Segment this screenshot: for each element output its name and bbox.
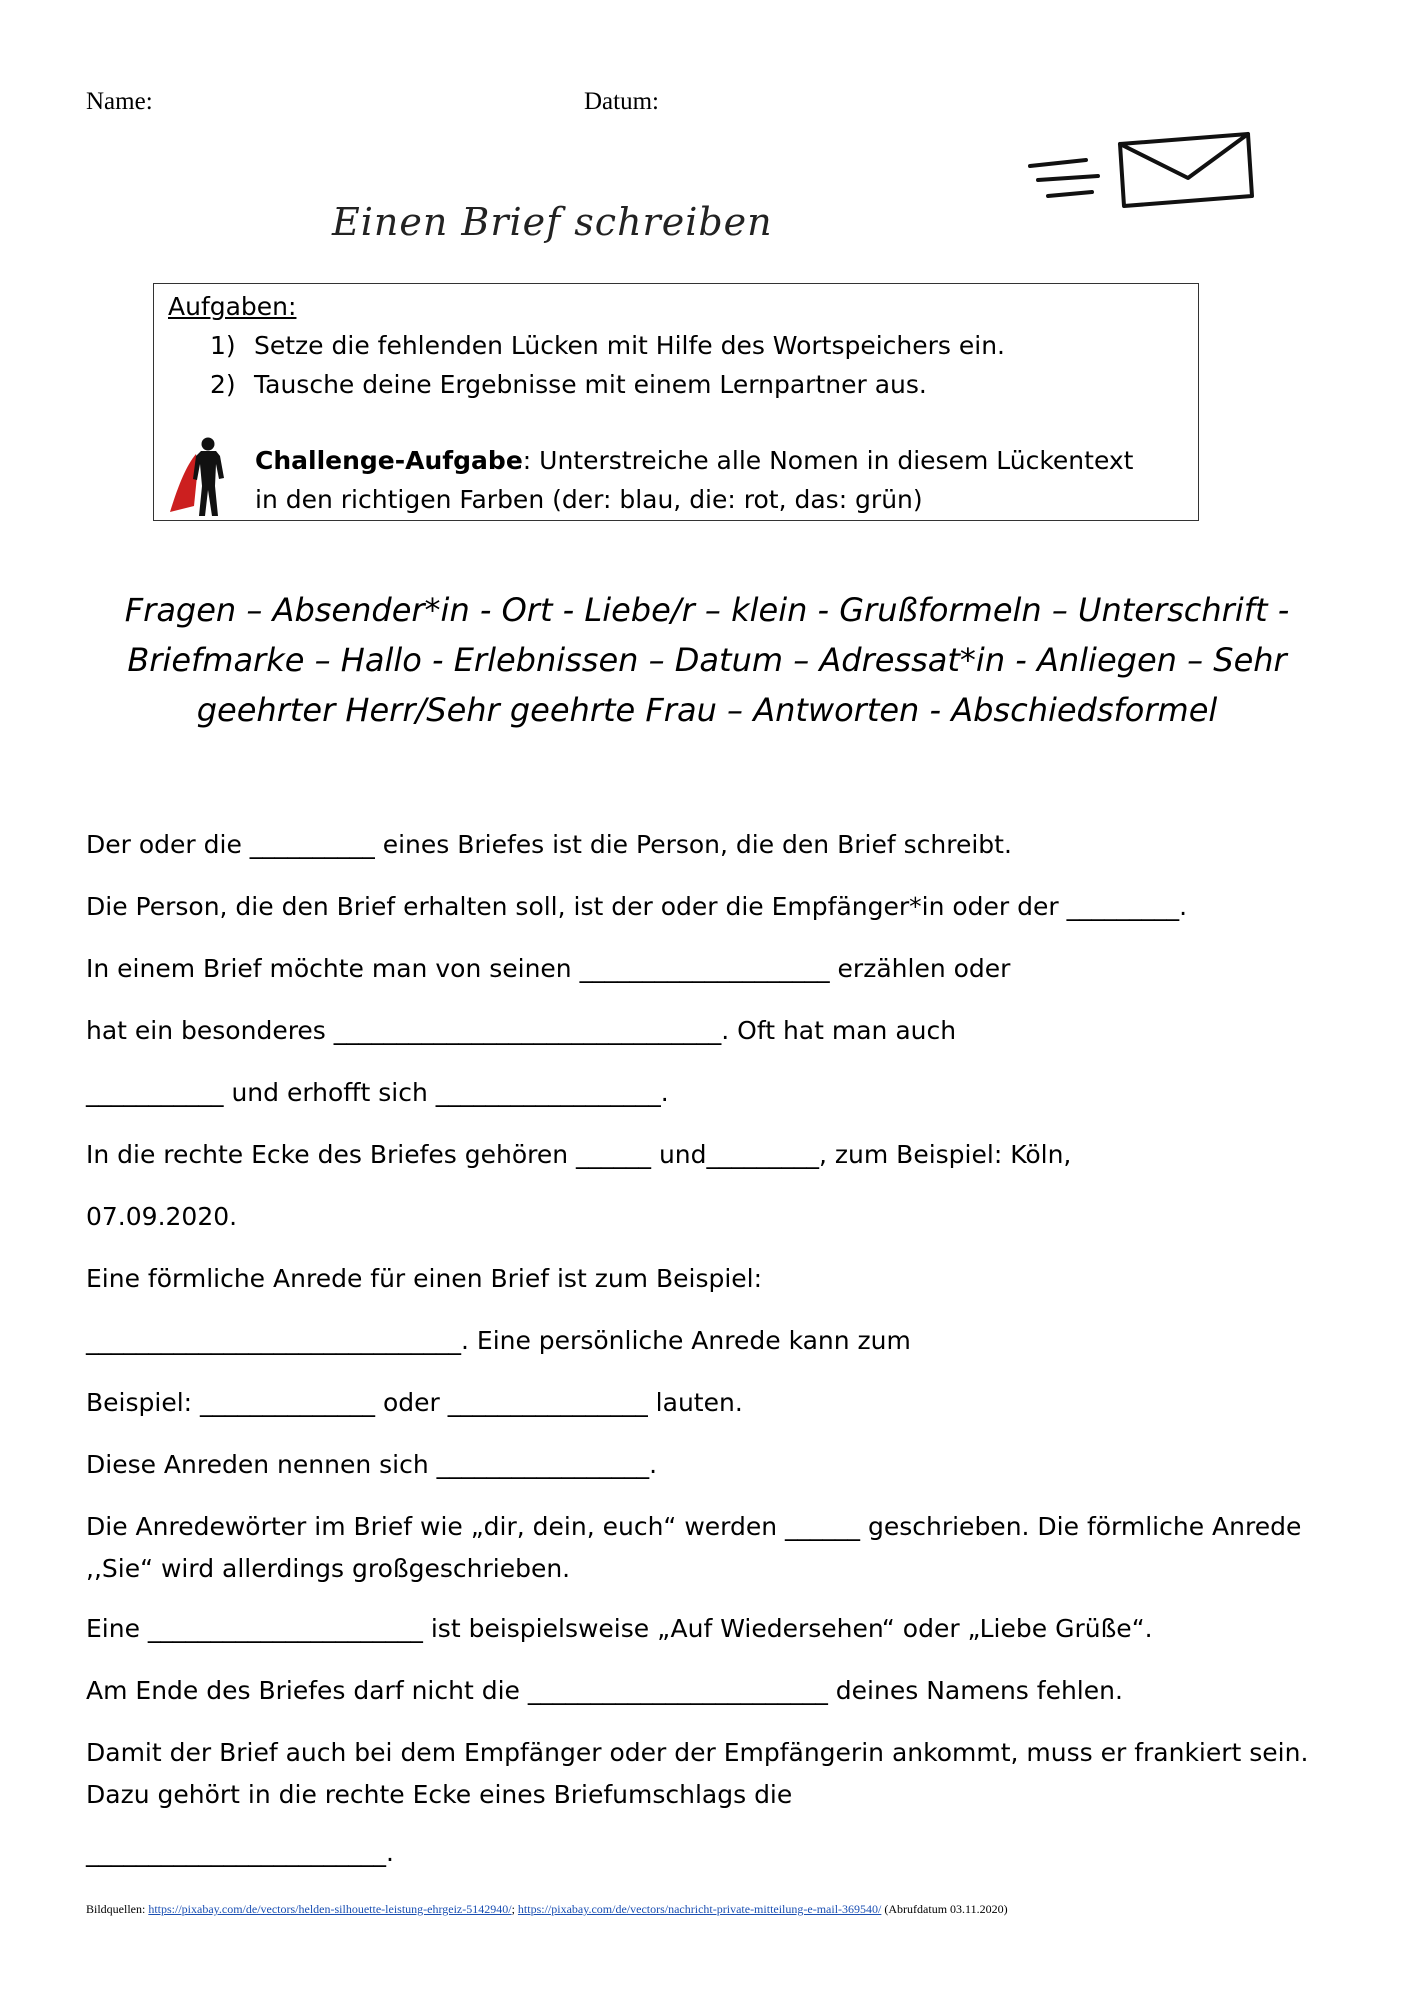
source-link[interactable]: https://pixabay.com/de/vectors/nachricht-private-mitteilung-e-mail-369540/	[517, 1902, 882, 1916]
challenge-line-2: in den richtigen Farben (der: blau, die: rot, das: grün)	[255, 485, 923, 514]
image-sources-footer	[86, 1902, 1008, 1917]
word-bank	[100, 585, 1314, 735]
task-text: Tausche deine Ergebnisse mit einem Lernpartner aus.	[254, 370, 927, 399]
task-box	[153, 283, 1199, 521]
footer-prefix: Bildquellen:	[86, 1902, 146, 1916]
task-text: Setze die fehlenden Lücken mit Hilfe des Wortspeichers ein.	[254, 331, 1006, 360]
text-line: Eine ______________________ ist beispielsweise „Auf Wiedersehen“ oder „Liebe Grüße“.	[86, 1614, 1153, 1643]
text-line: ______________________________. Eine persönliche Anrede kann zum	[86, 1326, 911, 1355]
text-line: Eine förmliche Anrede für einen Brief ist zum Beispiel:	[86, 1264, 763, 1293]
date-label: Datum:	[584, 88, 659, 115]
challenge-label: Challenge-Aufgabe	[255, 446, 523, 475]
page-title: Einen Brief schreiben	[332, 200, 773, 244]
text-paragraph: Damit der Brief auch bei dem Empfänger oder der Empfängerin ankommt, muss er frankiert sein. Dazu gehört in die rechte Ecke eines Briefumschlags die	[86, 1738, 1309, 1809]
envelope-icon	[1026, 122, 1256, 222]
text-line: Der oder die __________ eines Briefes ist die Person, die den Brief schreibt.	[86, 830, 1012, 859]
text-line: ___________ und erhofft sich __________________.	[86, 1078, 669, 1107]
text-line: In einem Brief möchte man von seinen ____________________ erzählen oder	[86, 954, 1011, 983]
challenge-line-1	[255, 446, 1134, 475]
task-number: 2)	[210, 370, 236, 399]
superhero-icon	[168, 436, 232, 518]
text-line: Am Ende des Briefes darf nicht die ________________________ deines Namens fehlen.	[86, 1676, 1123, 1705]
task-number: 1)	[210, 331, 236, 360]
footer-separator: ;	[511, 1902, 515, 1916]
text-line: Beispiel: ______________ oder ________________ lauten.	[86, 1388, 743, 1417]
text-line: In die rechte Ecke des Briefes gehören ______ und_________, zum Beispiel: Köln,	[86, 1140, 1072, 1169]
name-label: Name:	[86, 88, 153, 115]
text-line: 07.09.2020.	[86, 1202, 238, 1231]
text-line: Die Person, die den Brief erhalten soll, ist der oder die Empfänger*in oder der _________.	[86, 892, 1188, 921]
text-line: ________________________.	[86, 1838, 394, 1867]
challenge-text: : Unterstreiche alle Nomen in diesem Lückentext	[522, 446, 1134, 475]
text-line: Diese Anreden nennen sich _________________.	[86, 1450, 658, 1479]
tasks-heading: Aufgaben:	[168, 292, 297, 321]
text-line: hat ein besonderes _______________________________. Oft hat man auch	[86, 1016, 957, 1045]
source-link[interactable]: https://pixabay.com/de/vectors/helden-silhouette-leistung-ehrgeiz-5142940/	[148, 1902, 512, 1916]
word-bank-line: geehrter Herr/Sehr geehrte Frau – Antworten - Abschiedsformel	[196, 691, 1218, 729]
word-bank-line: Briefmarke – Hallo - Erlebnissen – Datum – Adressat*in - Anliegen – Sehr	[127, 641, 1287, 679]
footer-suffix: (Abrufdatum 03.11.2020)	[884, 1902, 1008, 1916]
text-paragraph: Die Anredewörter im Brief wie „dir, dein, euch“ werden ______ geschrieben. Die förmliche Anrede ,,Sie“ wird allerdings großgeschrieben.	[86, 1512, 1302, 1583]
word-bank-line: Fragen – Absender*in - Ort - Liebe/r – klein - Grußformeln – Unterschrift -	[124, 591, 1290, 629]
